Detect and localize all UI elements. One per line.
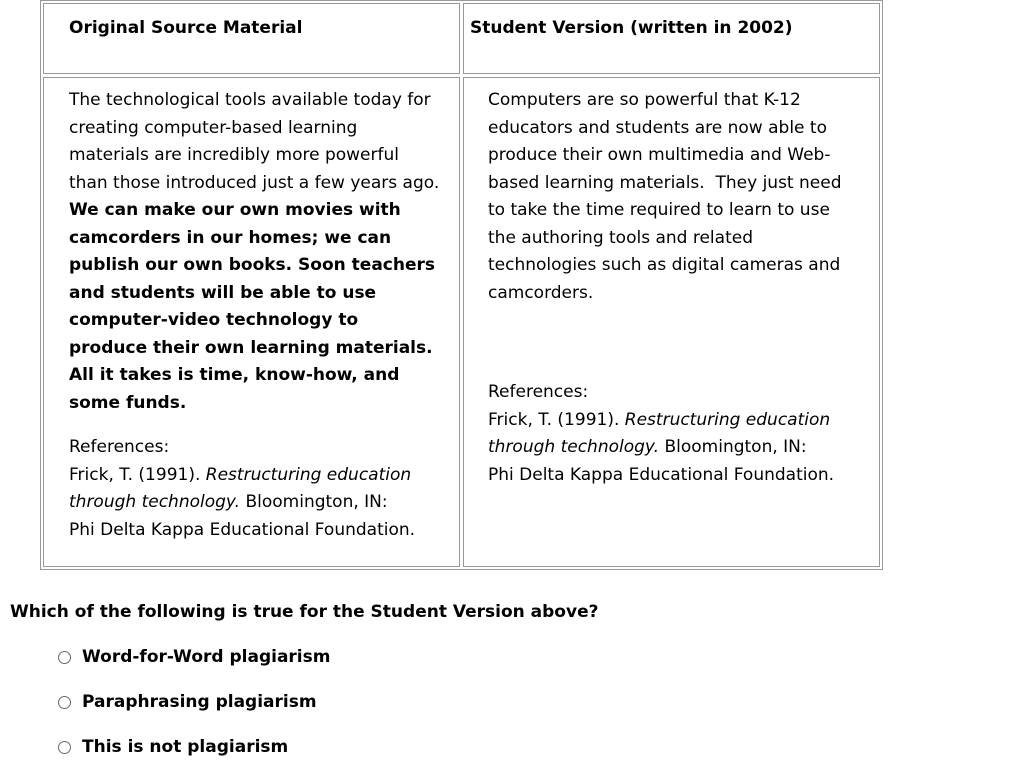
ref-org: Phi Delta Kappa Educational Foundation. (488, 464, 835, 485)
question-text: Which of the following is true for the Student Version above? (10, 602, 599, 622)
option-label[interactable]: This is not plagiarism (82, 737, 289, 757)
radio-button[interactable] (58, 651, 71, 664)
ref-author: Frick, T. (1991). (69, 464, 201, 485)
option-label[interactable]: Paraphrasing plagiarism (82, 692, 317, 712)
references-label: References: (69, 437, 170, 457)
ref-author: Frick, T. (1991). (488, 409, 620, 430)
original-text (69, 87, 441, 417)
ref-title-part2: through technology. (69, 492, 241, 512)
ref-publisher: Bloomington, IN: (664, 437, 807, 457)
ref-title-part1: Restructuring education (205, 464, 412, 485)
radio-button[interactable] (58, 741, 71, 754)
references-label: References: (488, 382, 589, 402)
original-plain-text: The technological tools available today for creating computer-based learning materials are incredibly more powerful than those introduced just a few years ago. (69, 90, 440, 193)
original-header-cell (43, 3, 460, 74)
ref-publisher: Bloomington, IN: (245, 492, 388, 512)
option-label[interactable]: Word-for-Word plagiarism (82, 647, 331, 667)
student-references (488, 379, 834, 489)
option-not-plagiarism[interactable] (58, 735, 288, 759)
original-body-cell (43, 77, 460, 567)
original-bold-text: We can make our own movies with camcorders in our homes; we can publish our own books. Soon teachers and students will be able to use computer-video technology to produce their own learning materials. All it takes is time, know-how, and some funds. (69, 200, 436, 413)
ref-title-part1: Restructuring education (624, 409, 831, 430)
ref-title-part2: through technology. (488, 437, 660, 457)
option-paraphrasing[interactable] (58, 690, 317, 714)
student-header: Student Version (written in 2002) (470, 18, 793, 38)
option-word-for-word[interactable] (58, 645, 330, 669)
student-text: Computers are so powerful that K-12 educators and students are now able to produce their own multimedia and Web-based learning materials. They just need to take the time required to learn to use the authoring tools and related technologies such as digital cameras and camcorders. (488, 90, 847, 303)
original-header: Original Source Material (69, 18, 303, 38)
radio-button[interactable] (58, 696, 71, 709)
comparison-table (40, 0, 883, 570)
ref-org: Phi Delta Kappa Educational Foundation. (69, 519, 416, 540)
student-header-cell (463, 3, 880, 74)
original-references (69, 434, 415, 544)
student-body-cell (463, 77, 880, 567)
